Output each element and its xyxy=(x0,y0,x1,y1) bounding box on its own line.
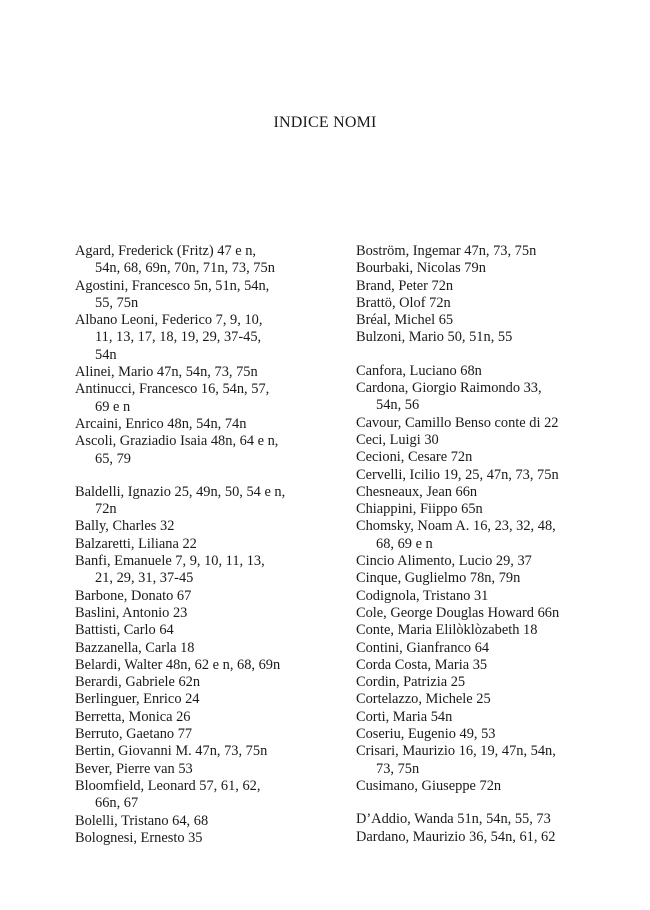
index-entry-line: Chiappini, Fiippo 65n xyxy=(356,501,483,518)
index-entry xyxy=(75,674,330,691)
index-entry xyxy=(75,416,330,433)
index-entry-line: Barbone, Donato 67 xyxy=(75,587,192,604)
index-entry-line: Cincio Alimento, Lucio 29, 37 xyxy=(356,553,532,570)
index-entry-line: Cortelazzo, Michele 25 xyxy=(356,691,491,708)
index-entry-line: Ceci, Luigi 30 xyxy=(356,431,439,448)
index-entry-line: Albano Leoni, Federico 7, 9, 10, xyxy=(75,312,263,329)
index-entry-line: Conte, Maria Elilòklòzabeth 18 xyxy=(356,622,538,639)
index-entry-line: Coseriu, Eugenio 49, 53 xyxy=(356,726,496,743)
index-entry xyxy=(356,674,616,691)
index-entry-line: Bever, Pierre van 53 xyxy=(75,760,193,777)
index-entry-line: Banfi, Emanuele 7, 9, 10, 11, 13, xyxy=(75,553,265,570)
index-entry-line: D’Addio, Wanda 51n, 54n, 55, 73 xyxy=(356,811,551,828)
index-entry xyxy=(356,295,616,312)
index-entry-line: Ascoli, Graziadio Isaia 48n, 64 e n, xyxy=(75,433,279,450)
index-entry-line: Battisti, Carlo 64 xyxy=(75,622,174,639)
index-entry xyxy=(356,553,616,570)
index-entry-continuation: 72n xyxy=(95,501,117,518)
index-entry-line: Cavour, Camillo Benso conte di 22 xyxy=(356,414,559,431)
index-entry xyxy=(356,501,616,518)
index-entry-line: Bourbaki, Nicolas 79n xyxy=(356,260,486,277)
index-entry xyxy=(356,260,616,277)
index-entry xyxy=(75,709,330,726)
index-entry xyxy=(356,778,616,795)
index-entry-line: Boström, Ingemar 47n, 73, 75n xyxy=(356,243,537,259)
index-entry-line: Agard, Frederick (Fritz) 47 e n, xyxy=(75,243,257,259)
section-gap xyxy=(356,347,616,363)
index-entry xyxy=(356,691,616,708)
index-entry xyxy=(356,811,616,828)
index-entry xyxy=(75,588,330,605)
index-entry-line: Bréal, Michel 65 xyxy=(356,312,454,329)
index-entry xyxy=(75,364,330,381)
index-entry xyxy=(75,743,330,760)
index-entry-line: Bazzanella, Carla 18 xyxy=(75,639,195,656)
index-entry xyxy=(356,415,616,432)
index-entry-line: Cole, George Douglas Howard 66n xyxy=(356,604,560,621)
index-entry-line: Bertin, Giovanni M. 47n, 73, 75n xyxy=(75,743,268,760)
index-entry xyxy=(75,484,330,519)
index-entry-line: Brand, Peter 72n xyxy=(356,277,454,294)
index-entry-continuation: 65, 79 xyxy=(95,450,131,467)
index-entry xyxy=(356,605,616,622)
index-entry xyxy=(356,622,616,639)
index-entry xyxy=(75,726,330,743)
index-entry-line: Bolelli, Tristano 64, 68 xyxy=(75,812,209,829)
index-entry xyxy=(75,553,330,588)
index-entry xyxy=(356,278,616,295)
index-entry xyxy=(75,518,330,535)
index-entry xyxy=(75,813,330,830)
index-entry-line: Corti, Maria 54n xyxy=(356,708,453,725)
index-entry xyxy=(356,329,616,346)
section-gap xyxy=(356,795,616,811)
index-entry xyxy=(75,691,330,708)
index-entry-line: Berlinguer, Enrico 24 xyxy=(75,691,200,708)
index-entry xyxy=(75,536,330,553)
index-entry-line: Berardi, Gabriele 62n xyxy=(75,674,201,691)
index-entry-line: Belardi, Walter 48n, 62 e n, 68, 69n xyxy=(75,656,281,673)
index-entry-line: Chesneaux, Jean 66n xyxy=(356,483,478,500)
index-entry xyxy=(75,312,330,364)
index-entry xyxy=(356,829,616,846)
index-entry-line: Alinei, Mario 47n, 54n, 73, 75n xyxy=(75,364,258,381)
index-entry-continuation: 54n xyxy=(95,346,117,363)
index-entry-continuation: 54n, 56 xyxy=(376,397,420,414)
index-entry-continuation: 54n, 68, 69n, 70n, 71n, 73, 75n xyxy=(95,260,275,277)
index-entry-line: Dardano, Maurizio 36, 54n, 61, 62 xyxy=(356,828,556,845)
index-entry-continuation: 68, 69 e n xyxy=(376,535,433,552)
index-entry-continuation: 21, 29, 31, 37-45 xyxy=(95,570,194,587)
index-entry xyxy=(75,278,330,313)
index-entry xyxy=(75,381,330,416)
index-entry-line: Chomsky, Noam A. 16, 23, 32, 48, xyxy=(356,518,556,535)
index-entry xyxy=(356,484,616,501)
index-entry xyxy=(75,433,330,468)
index-entry xyxy=(75,243,330,278)
index-entry-line: Bulzoni, Mario 50, 51n, 55 xyxy=(356,329,513,346)
index-entry xyxy=(75,778,330,813)
index-entry-continuation: 73, 75n xyxy=(376,760,420,777)
index-column-right xyxy=(356,243,616,846)
index-entry-continuation: 69 e n xyxy=(95,398,131,415)
index-entry xyxy=(356,640,616,657)
index-entry xyxy=(75,622,330,639)
index-entry-line: Baldelli, Ignazio 25, 49n, 50, 54 e n, xyxy=(75,483,286,500)
section-gap xyxy=(75,468,330,484)
index-entry-line: Agostini, Francesco 5n, 51n, 54n, xyxy=(75,277,270,294)
index-entry xyxy=(356,363,616,380)
index-entry-line: Cecioni, Cesare 72n xyxy=(356,449,473,466)
index-entry-line: Cardona, Giorgio Raimondo 33, xyxy=(356,380,542,397)
index-entry xyxy=(356,518,616,553)
index-entry xyxy=(356,709,616,726)
index-entry-line: Berruto, Gaetano 77 xyxy=(75,726,193,743)
index-entry xyxy=(75,657,330,674)
index-entry xyxy=(356,726,616,743)
index-entry xyxy=(356,588,616,605)
index-entry-continuation: 66n, 67 xyxy=(95,795,139,812)
index-entry-line: Baslini, Antonio 23 xyxy=(75,604,188,621)
index-column-left xyxy=(75,243,330,847)
index-entry xyxy=(75,605,330,622)
index-entry-line: Bolognesi, Ernesto 35 xyxy=(75,829,203,846)
index-entry xyxy=(356,743,616,778)
index-entry xyxy=(356,312,616,329)
index-entry xyxy=(356,243,616,260)
index-entry-line: Codignola, Tristano 31 xyxy=(356,587,489,604)
index-entry-line: Antinucci, Francesco 16, 54n, 57, xyxy=(75,381,270,398)
index-entry-line: Balzaretti, Liliana 22 xyxy=(75,535,197,552)
index-entry-line: Bally, Charles 32 xyxy=(75,518,175,535)
index-entry-line: Cordin, Patrizia 25 xyxy=(356,674,466,691)
index-entry-line: Brattö, Olof 72n xyxy=(356,294,451,311)
index-entry-line: Canfora, Luciano 68n xyxy=(356,362,482,379)
index-entry-line: Crisari, Maurizio 16, 19, 47n, 54n, xyxy=(356,743,556,760)
index-entry xyxy=(356,449,616,466)
index-entry xyxy=(75,761,330,778)
index-entry-line: Cusimano, Giuseppe 72n xyxy=(356,777,502,794)
page-title: INDICE NOMI xyxy=(273,114,377,131)
index-entry xyxy=(75,640,330,657)
index-entry xyxy=(356,570,616,587)
index-entry-line: Cinque, Guglielmo 78n, 79n xyxy=(356,570,521,587)
index-entry xyxy=(356,657,616,674)
index-entry-continuation: 55, 75n xyxy=(95,294,139,311)
index-entry-line: Contini, Gianfranco 64 xyxy=(356,639,490,656)
index-entry xyxy=(356,380,616,415)
index-entry xyxy=(356,467,616,484)
index-entry-line: Bloomfield, Leonard 57, 61, 62, xyxy=(75,777,261,794)
index-entry-line: Arcaini, Enrico 48n, 54n, 74n xyxy=(75,415,247,432)
index-entry xyxy=(75,830,330,847)
index-entry xyxy=(356,432,616,449)
index-entry-line: Berretta, Monica 26 xyxy=(75,708,191,725)
index-entry-continuation: 11, 13, 17, 18, 19, 29, 37-45, xyxy=(95,329,262,346)
index-entry-line: Corda Costa, Maria 35 xyxy=(356,656,488,673)
index-entry-line: Cervelli, Icilio 19, 25, 47n, 73, 75n xyxy=(356,466,559,483)
